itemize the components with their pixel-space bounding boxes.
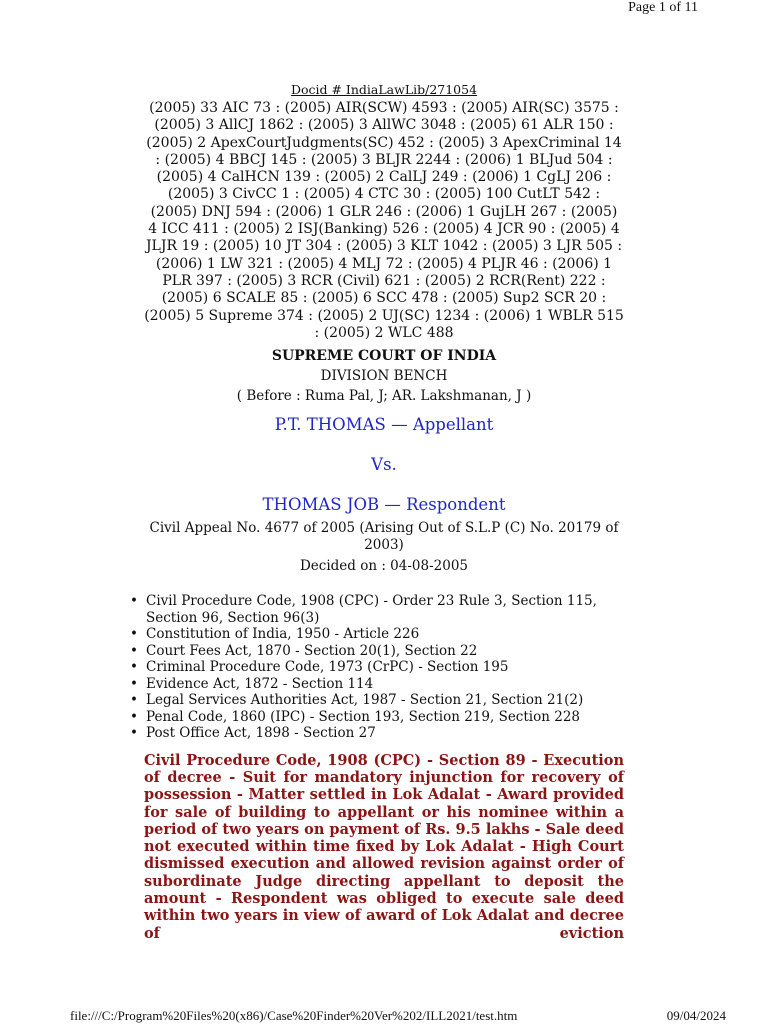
court-name: SUPREME COURT OF INDIA [271,348,497,365]
list-item [130,709,624,726]
bullet-icon: • [130,692,138,709]
footer-date: 09/04/2024 [666,1008,726,1023]
statutes-list [130,593,624,742]
appeal-number: Civil Appeal No. 4677 of 2005 (Arising Out of S.L.P (C) No. 20179 of 2003) [149,520,619,554]
statute-text: Court Fees Act, 1870 - Section 20(1), Section 22 [146,642,478,659]
appellant: P.T. THOMAS — Appellant [274,415,494,435]
list-item [130,725,624,742]
respondent: THOMAS JOB — Respondent [262,495,506,515]
document-body [130,82,624,942]
statute-text: Penal Code, 1860 (IPC) - Section 193, Section 219, Section 228 [146,708,580,725]
bullet-icon: • [130,675,138,692]
bullet-icon: • [130,642,138,659]
statute-text: Constitution of India, 1950 - Article 226 [146,626,420,643]
statute-text: Civil Procedure Code, 1908 (CPC) - Order 23 Rule 3, Section 115, Section 96, Section 96(3) [146,593,597,626]
bench-type: DIVISION BENCH [320,368,448,385]
coram: ( Before : Ruma Pal, J; AR. Lakshmanan, J ) [236,388,532,405]
statute-text: Post Office Act, 1898 - Section 27 [146,725,376,742]
bullet-icon: • [130,708,138,725]
bullet-icon: • [130,659,138,676]
bullet-icon: • [130,593,138,610]
list-item [130,676,624,693]
bullet-icon: • [130,725,138,742]
bullet-icon: • [130,626,138,643]
page-number: Page 1 of 11 [628,0,698,15]
list-item [130,593,624,626]
list-item [130,643,624,660]
statute-text: Evidence Act, 1872 - Section 114 [146,675,374,692]
versus: Vs. [371,455,397,475]
headnote: Civil Procedure Code, 1908 (CPC) - Section 89 - Execution of decree - Suit for mandatory injunction for recovery of possession - Matter settled in Lok Adalat - Award provided for sale of building to appellant or his nominee within a period of two years on payment of Rs. 9.5 lakhs - Sale deed not executed within time fixed by Lok Adalat - High Court dismissed execution and allowed revision against order of subordinate Judge directing appellant to deposit the amount - Respondent was obliged to execute sale deed within two years in view of award of Lok Adalat and decree of eviction [144,751,624,942]
list-item [130,659,624,676]
statute-text: Legal Services Authorities Act, 1987 - Section 21, Section 21(2) [146,692,584,709]
docid: Docid # IndiaLawLib/271054 [290,82,478,97]
decided-date: Decided on : 04-08-2005 [299,558,469,575]
citations: (2005) 33 AIC 73 : (2005) AIR(SCW) 4593 : (2005) AIR(SC) 3575 : (2005) 3 AllCJ 1862 : (2005) 3 AllWC 3048 : (2005) 61 ALR 150 : (2005) 2 ApexCourtJudgments(SC) 452 : (2005) 3 ApexCriminal 14 : (2005) 4 BBCJ 145 : (2005) 3 BLJR 2244 : (2006) 1 BLJud 504 : (2005) 4 CalHCN 139 : (2005) 2 CalLJ 249 : (2006) 1 CgLJ 206 : (2005) 3 CivCC 1 : (2005) 4 CTC 30 : (2005) 100 CutLT 542 : (2005) DNJ 594 : (2006) 1 GLR 246 : (2006) 1 GujLH 267 : (2005) 4 ICC 411 : (2005) 2 ISJ(Banking) 526 : (2005) 4 JCR 90 : (2005) 4 JLJR 19 : (2005) 10 JT 304 : (2005) 3 KLT 1042 : (2005) 3 LJR 505 : (2006) 1 LW 321 : (2005) 4 MLJ 72 : (2005) 4 PLJR 46 : (2006) 1 PLR 397 : (2005) 3 RCR (Civil) 621 : (2005) 2 RCR(Rent) 222 : (2005) 6 SCALE 85 : (2005) 6 SCC 478 : (2005) Sup2 SCR 20 : (2005) 5 Supreme 374 : (2005) 2 UJ(SC) 1234 : (2006) 1 WBLR 515 : (2005) 2 WLC 488 [144,100,624,341]
list-item [130,626,624,643]
footer-file-path: file:///C:/Program%20Files%20(x86)/Case%20Finder%20Ver%202/ILL2021/test.htm [70,1008,518,1023]
list-item [130,692,624,709]
statute-text: Criminal Procedure Code, 1973 (CrPC) - Section 195 [146,659,509,676]
